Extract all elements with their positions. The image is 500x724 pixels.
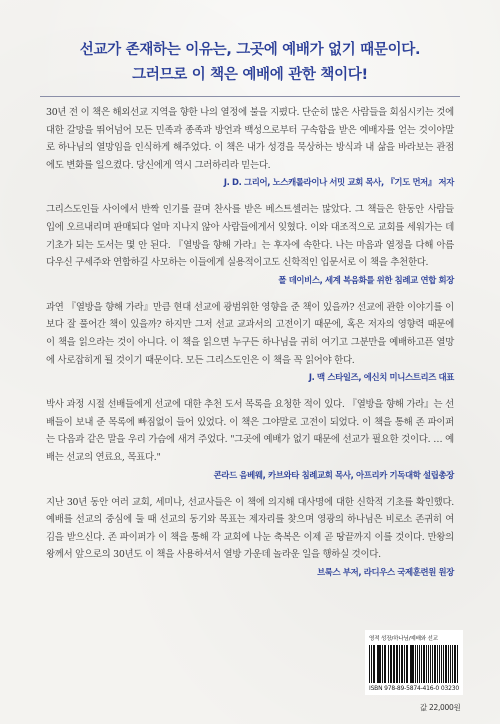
barcode-stripe [426, 645, 428, 683]
barcode-stripe [454, 645, 455, 683]
review-attribution: 콘라드 음베웨, 카브와타 침례교회 목사, 아프리카 기독대학 설립총장 [213, 469, 454, 480]
barcode-stripe [417, 645, 418, 683]
barcode-category: 영적 성장/하나님/예배와 선교 [369, 636, 438, 642]
review-item [46, 494, 454, 580]
barcode-stripe [385, 645, 386, 683]
barcode-stripe [407, 645, 408, 683]
isbn-number: ISBN 978-89-5874-416-0 [369, 685, 439, 692]
barcode-stripe [369, 645, 370, 683]
barcode-stripe [396, 645, 398, 683]
review-body: 그리스도인들 사이에서 반짝 인기를 끌며 찬사를 받은 베스트셀러는 많았다. 그 책들은 한동안 사람들 입에 오르내리며 판매되다 얼마 지나지 않아 사람들에게서 잊혔다. 이와 대조적으로 교회를 세워가는 데 기초가 되는 도서는 몇 안 된다. 『열방을 향해 가라』는 후자에 속한다. 나는 마음과 열정을 다해 아름다우신 구세주와 연합하길 사모하는 이들에게 실용적이고도 신학적인 입문서로 이 책을 추천한다. [46, 204, 454, 269]
barcode-stripe [402, 645, 403, 683]
review-body: 과연 『열방을 향해 가라』만큼 현대 선교에 광범위한 영향을 준 책이 있을까? 선교에 관한 이야기를 이보다 잘 풀어간 책이 있을까? 하지만 그저 선교 교과서의 고전이기 때문에, 혹은 저자의 영향력 때문에 이 책을 읽으라는 것이 아니다. 이 책을 읽으면 누구든 하나님을 귀히 여기고 그분만을 예배하고픈 열망에 사로잡히게 될 것이기 때문이다. 모든 그리스도인은 이 책을 꼭 읽어야 한다. [46, 301, 454, 366]
review-attribution: J. 맥 스타일즈, 에신치 미니스트리즈 대표 [308, 372, 454, 383]
barcode-stripe [388, 645, 389, 683]
review-item [46, 299, 454, 385]
review-attribution: 브룩스 부저, 라디우스 국제훈련원 원장 [317, 566, 454, 577]
barcode-stripe [379, 645, 381, 683]
review-list [46, 104, 454, 591]
isbn-addon: 03230 [440, 685, 459, 692]
review-attribution: J. D. 그리어, 노스캐롤라이나 서밋 교회 목사, 『기도 먼저』 저자 [223, 177, 454, 188]
barcode-stripe [411, 645, 413, 683]
barcode-stripe [413, 645, 414, 683]
review-item [46, 104, 454, 190]
review-body: 지난 30년 동안 여러 교회, 세미나, 선교사들은 이 책에 의지해 대사명에 대한 신학적 기초를 확인했다. 예배를 선교의 중심에 둘 때 선교의 동기와 목표는 제자리를 찾으며 영광의 하나님은 비로소 존귀히 여김을 받으신다. 존 파이퍼가 이 책을 통해 각 교회에 나눈 축복은 이제 곧 땅끝까지 이를 것이다. 만왕의 왕께서 앞으로의 30년도 이 책을 사용하셔서 열방 가운데 놀라운 일을 행하실 것이다. [46, 496, 454, 561]
price: 값 22,000원 [420, 703, 461, 712]
barcode-block [365, 630, 463, 695]
barcode-stripe [443, 645, 445, 683]
barcode-stripe [374, 645, 375, 683]
barcode-stripe [424, 645, 425, 683]
barcode-stripe [435, 645, 436, 683]
review-attribution: 폴 데이비스, 세계 복음화를 위한 침례교 연합 회장 [278, 274, 454, 285]
barcode-stripe [430, 645, 431, 683]
barcode-stripe [441, 645, 442, 683]
barcode-stripe [394, 645, 395, 683]
headline-line-1: 선교가 존재하는 이유는, 그곳에 예배가 없기 때문이다. [79, 42, 421, 58]
barcode-stripe [421, 645, 422, 683]
review-body: 30년 전 이 책은 해외선교 지역을 향한 나의 열정에 불을 지폈다. 단순히 많은 사람들을 회심시키는 것에 대한 갈망을 뛰어넘어 모든 민족과 종족과 방언과 백성으로부터 구속함을 받은 예배자를 얻는 것이야말로 하나님의 열망임을 인식하게 해주었다. 이 책은 내가 성경을 묵상하는 방식과 내 삶을 바라보는 관점에도 변화를 일으켰다. 당신에게 역시 그러하리라 믿는다. [46, 107, 454, 171]
barcode-stripe [419, 645, 420, 683]
barcode-stripe [446, 645, 447, 683]
barcode-stripe [457, 645, 458, 683]
barcode-icon [369, 645, 459, 683]
barcode-stripe [391, 645, 392, 683]
review-body: 박사 과정 시절 선배들에게 선교에 대한 추천 도서 목록을 요청한 적이 있다. 『열방을 향해 가라』는 선배들이 보내 준 목록에 빠짐없이 들어 있었다. 이 책은 그야말로 고전이 되었다. 이 책을 통해 존 파이퍼는 다음과 같은 말을 우리 가슴에 새겨 주었다. "그곳에 예배가 없기 때문에 선교가 필요한 것이다. … 예배는 선교의 연료요, 목표다." [46, 399, 454, 463]
headline [0, 38, 500, 88]
top-divider [40, 96, 460, 97]
review-item [46, 396, 454, 482]
barcode-stripe [437, 645, 438, 683]
barcode-stripe [448, 645, 449, 683]
review-item [46, 201, 454, 287]
barcode-stripe [452, 645, 453, 683]
headline-line-2: 그러므로 이 책은 예배에 관한 책이다! [132, 67, 368, 83]
